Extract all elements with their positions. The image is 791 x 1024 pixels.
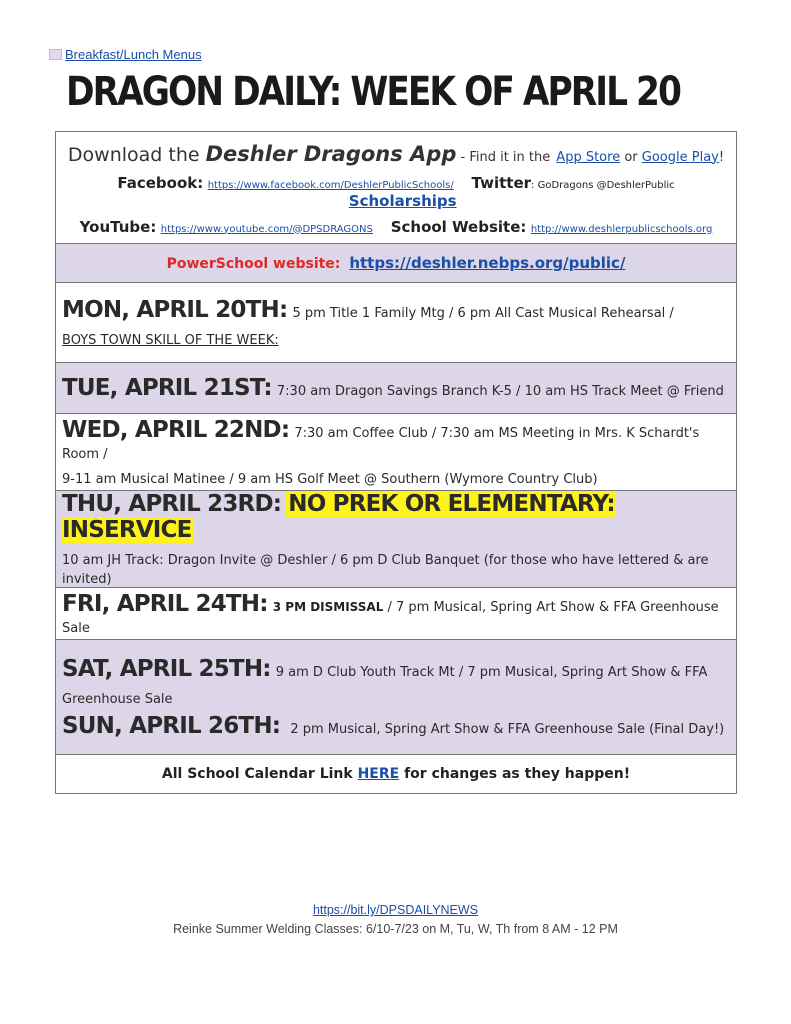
day-row-sat-sun	[56, 640, 737, 755]
calendar-here-link[interactable]: HERE	[357, 766, 400, 782]
twitter-label: Twitter	[471, 173, 532, 192]
app-store-link[interactable]: App Store	[556, 149, 621, 165]
twitter-handle: : GoDragons @DeshlerPublic	[531, 179, 675, 191]
app-name: Deshler Dragons App	[205, 141, 457, 166]
facebook-link[interactable]: https://www.facebook.com/DeshlerPublicSchools/	[207, 179, 454, 191]
day-row-wed	[56, 414, 737, 491]
day-label-mon: MON, APRIL 20TH:	[62, 297, 288, 323]
scholarships-link[interactable]: Scholarships	[348, 191, 457, 210]
events-wed-2: 9-11 am Musical Matinee / 9 am HS Golf Meet @ Southern (Wymore Country Club)	[62, 472, 598, 487]
social-line	[62, 174, 730, 210]
inservice-highlight: NO PREK OR ELEMENTARY: INSERVICE	[62, 491, 615, 543]
google-play-link[interactable]: Google Play	[641, 149, 719, 165]
calendar-cell	[56, 755, 737, 794]
menus-link-row	[49, 47, 202, 62]
daily-news-link[interactable]: https://bit.ly/DPSDAILYNEWS	[312, 903, 479, 917]
youtube-link[interactable]: https://www.youtube.com/@DPSDRAGONS	[160, 223, 373, 235]
download-text: Download the	[67, 143, 200, 166]
calendar-row	[56, 755, 737, 794]
website-link[interactable]: http://www.deshlerpublicschools.org	[530, 223, 713, 235]
app-line	[62, 142, 730, 166]
day-row-tue	[56, 363, 737, 414]
day-label-tue: TUE, APRIL 21ST:	[62, 375, 272, 401]
powerschool-row	[56, 244, 737, 283]
sat-sun-cell	[56, 640, 737, 755]
find-it-text: - Find it in the	[456, 149, 551, 165]
youtube-label: YouTube:	[79, 217, 157, 236]
day-row-fri	[56, 588, 737, 640]
events-sat-2: Greenhouse Sale	[62, 691, 173, 707]
day-label-wed: WED, APRIL 22ND:	[62, 417, 290, 443]
breakfast-lunch-menus-link[interactable]: Breakfast/Lunch Menus	[65, 47, 202, 62]
day-label-sun: SUN, APRIL 26TH:	[62, 712, 281, 739]
schedule-table	[55, 131, 737, 794]
events-sat: 9 am D Club Youth Track Mt / 7 pm Musical, Spring Art Show & FFA	[275, 664, 708, 680]
thu-cell	[56, 491, 737, 588]
footer-note: Reinke Summer Welding Classes: 6/10-7/23 on M, Tu, W, Th from 8 AM - 12 PM	[173, 922, 618, 936]
boys-town-link[interactable]: BOYS TOWN SKILL OF THE WEEK:	[62, 333, 279, 348]
website-label: School Website	[390, 217, 521, 236]
mon-cell	[56, 283, 737, 363]
or-text: or	[620, 149, 642, 165]
calendar-suffix: for changes as they happen!	[399, 766, 631, 782]
youtube-line: YouTube: https://www.youtube.com/@DPSDRAGONS School Website: http://www.deshlerpublicschools.org	[79, 217, 713, 236]
info-row	[56, 132, 737, 244]
wed-cell	[56, 414, 737, 491]
day-row-thu	[56, 491, 737, 588]
tue-cell	[56, 363, 737, 414]
day-label-fri: FRI, APRIL 24TH:	[62, 591, 268, 617]
image-icon	[49, 49, 62, 60]
dismissal-note: 3 PM DISMISSAL	[272, 600, 384, 614]
calendar-prefix: All School Calendar Link	[161, 766, 358, 782]
facebook-label: Facebook:	[117, 173, 204, 192]
day-label-sat: SAT, APRIL 25TH:	[62, 655, 271, 682]
info-cell	[56, 132, 737, 244]
day-row-mon	[56, 283, 737, 363]
events-mon: 5 pm Title 1 Family Mtg / 6 pm All Cast Musical Rehearsal /	[292, 306, 674, 321]
powerschool-label: PowerSchool website:	[166, 256, 341, 272]
powerschool-link[interactable]: https://deshler.nebps.org/public/	[349, 254, 626, 272]
fri-cell	[56, 588, 737, 640]
powerschool-cell	[56, 244, 737, 283]
day-label-thu: THU, APRIL 23RD:	[62, 491, 282, 517]
events-sun: 2 pm Musical, Spring Art Show & FFA Greenhouse Sale (Final Day!)	[290, 721, 725, 737]
events-thu: 10 am JH Track: Dragon Invite @ Deshler / 6 pm D Club Banquet (for those who have lettered & are invited)	[62, 553, 709, 587]
page-title: DRAGON DAILY: WEEK OF APRIL 20	[66, 69, 680, 115]
events-tue: 7:30 am Dragon Savings Branch K-5 / 10 am HS Track Meet @ Friend	[276, 384, 724, 399]
footer-link-row	[0, 903, 791, 917]
events-wed: 7:30 am Coffee Club / 7:30 am MS Meeting in Mrs. K Schardt's Room /	[62, 426, 700, 462]
events-fri: / 7 pm Musical, Spring Art Show & FFA Greenhouse Sale	[62, 600, 719, 636]
exclaim-text: !	[718, 149, 725, 165]
